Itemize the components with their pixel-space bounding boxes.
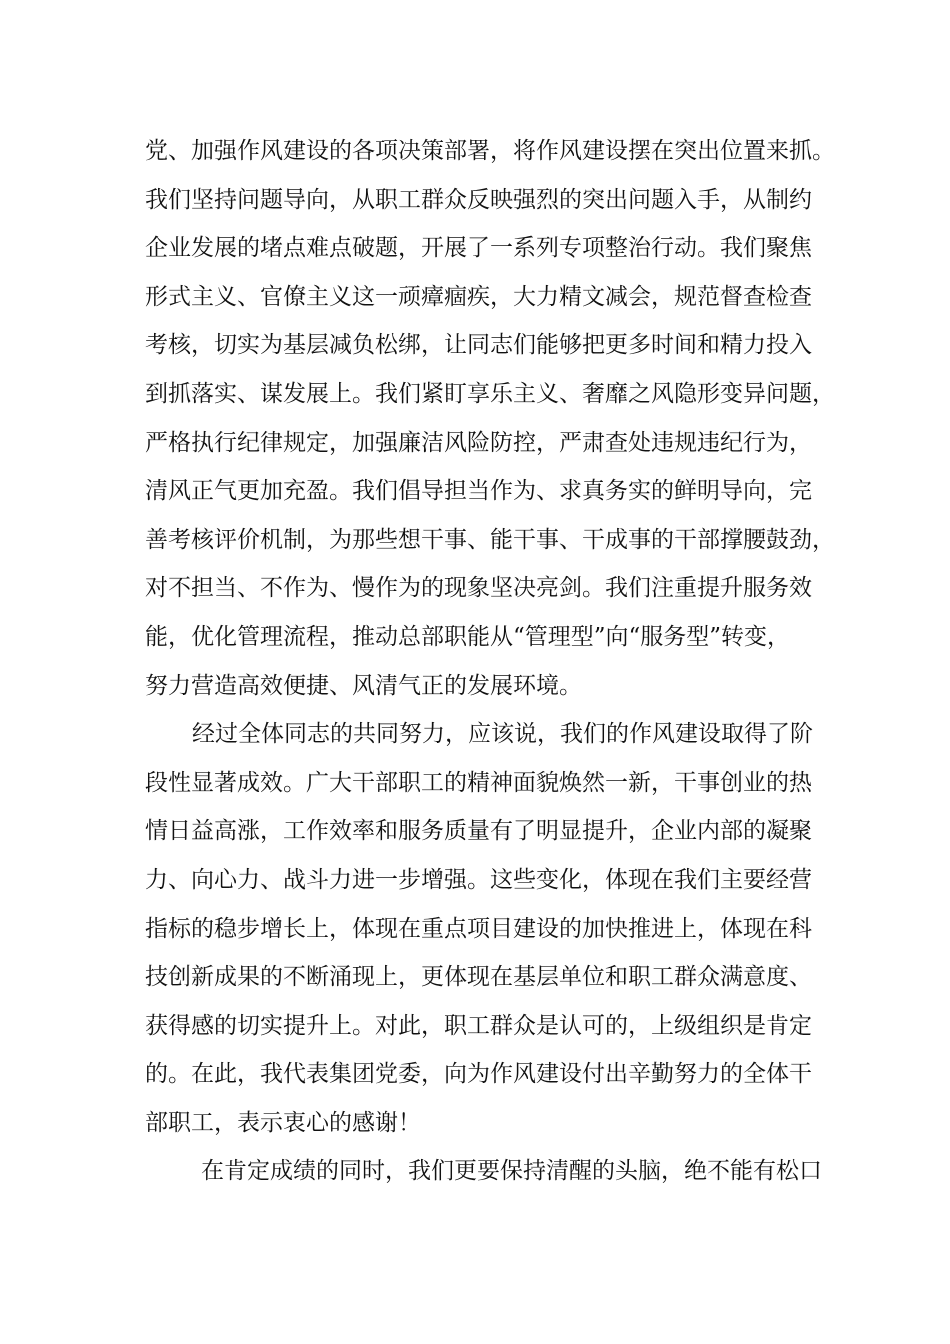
text-line: 指标的稳步增长上，体现在重点项目建设的加快推进上，体现在科 — [145, 915, 812, 942]
text-line: 获得感的切实提升上。对此，职工群众是认可的，上级组织是肯定 — [145, 1012, 812, 1039]
text-line: 努力营造高效便捷、风清气正的发展环境。 — [145, 672, 582, 699]
paragraph-start-line: 在肯定成绩的同时，我们更要保持清醒的头脑，绝不能有松口 — [201, 1158, 822, 1185]
text-line: 形式主义、官僚主义这一顽瘴痼疾，大力精文减会，规范督查检查 — [145, 283, 812, 310]
text-line: 善考核评价机制，为那些想干事、能干事、干成事的干部撑腰鼓劲， — [145, 526, 835, 553]
body-text — [145, 127, 845, 1196]
text-line: 段性显著成效。广大干部职工的精神面貌焕然一新，干事创业的热 — [145, 769, 812, 796]
text-line: 技创新成果的不断涌现上，更体现在基层单位和职工群众满意度、 — [145, 964, 812, 991]
text-line: 严格执行纪律规定，加强廉洁风险防控，严肃查处违规违纪行为， — [145, 429, 812, 456]
text-line: 企业发展的堵点难点破题，开展了一系列专项整治行动。我们聚焦 — [145, 235, 812, 262]
text-line: 的。在此，我代表集团党委，向为作风建设付出辛勤努力的全体干 — [145, 1061, 812, 1088]
text-line: 情日益高涨，工作效率和服务质量有了明显提升，企业内部的凝聚 — [145, 818, 812, 845]
text-line: 党、加强作风建设的各项决策部署，将作风建设摆在突出位置来抓。 — [145, 138, 835, 164]
text-line: 考核，切实为基层减负松绑，让同志们能够把更多时间和精力投入 — [145, 332, 812, 359]
paragraph-start-line: 经过全体同志的共同努力，应该说，我们的作风建设取得了阶 — [192, 721, 813, 748]
text-line: 清风正气更加充盈。我们倡导担当作为、求真务实的鲜明导向，完 — [145, 478, 812, 505]
text-line: 我们坚持问题导向，从职工群众反映强烈的突出问题入手，从制约 — [145, 186, 812, 213]
text-line: 能，优化管理流程，推动总部职能从“管理型”向“服务型”转变， — [145, 623, 791, 650]
text-line: 部职工，表示衷心的感谢！ — [145, 1109, 421, 1136]
text-line: 力、向心力、战斗力进一步增强。这些变化，体现在我们主要经营 — [145, 866, 812, 893]
text-line: 到抓落实、谋发展上。我们紧盯享乐主义、奢靡之风隐形变异问题， — [145, 380, 835, 407]
text-line: 对不担当、不作为、慢作为的现象坚决亮剑。我们注重提升服务效 — [145, 575, 812, 602]
